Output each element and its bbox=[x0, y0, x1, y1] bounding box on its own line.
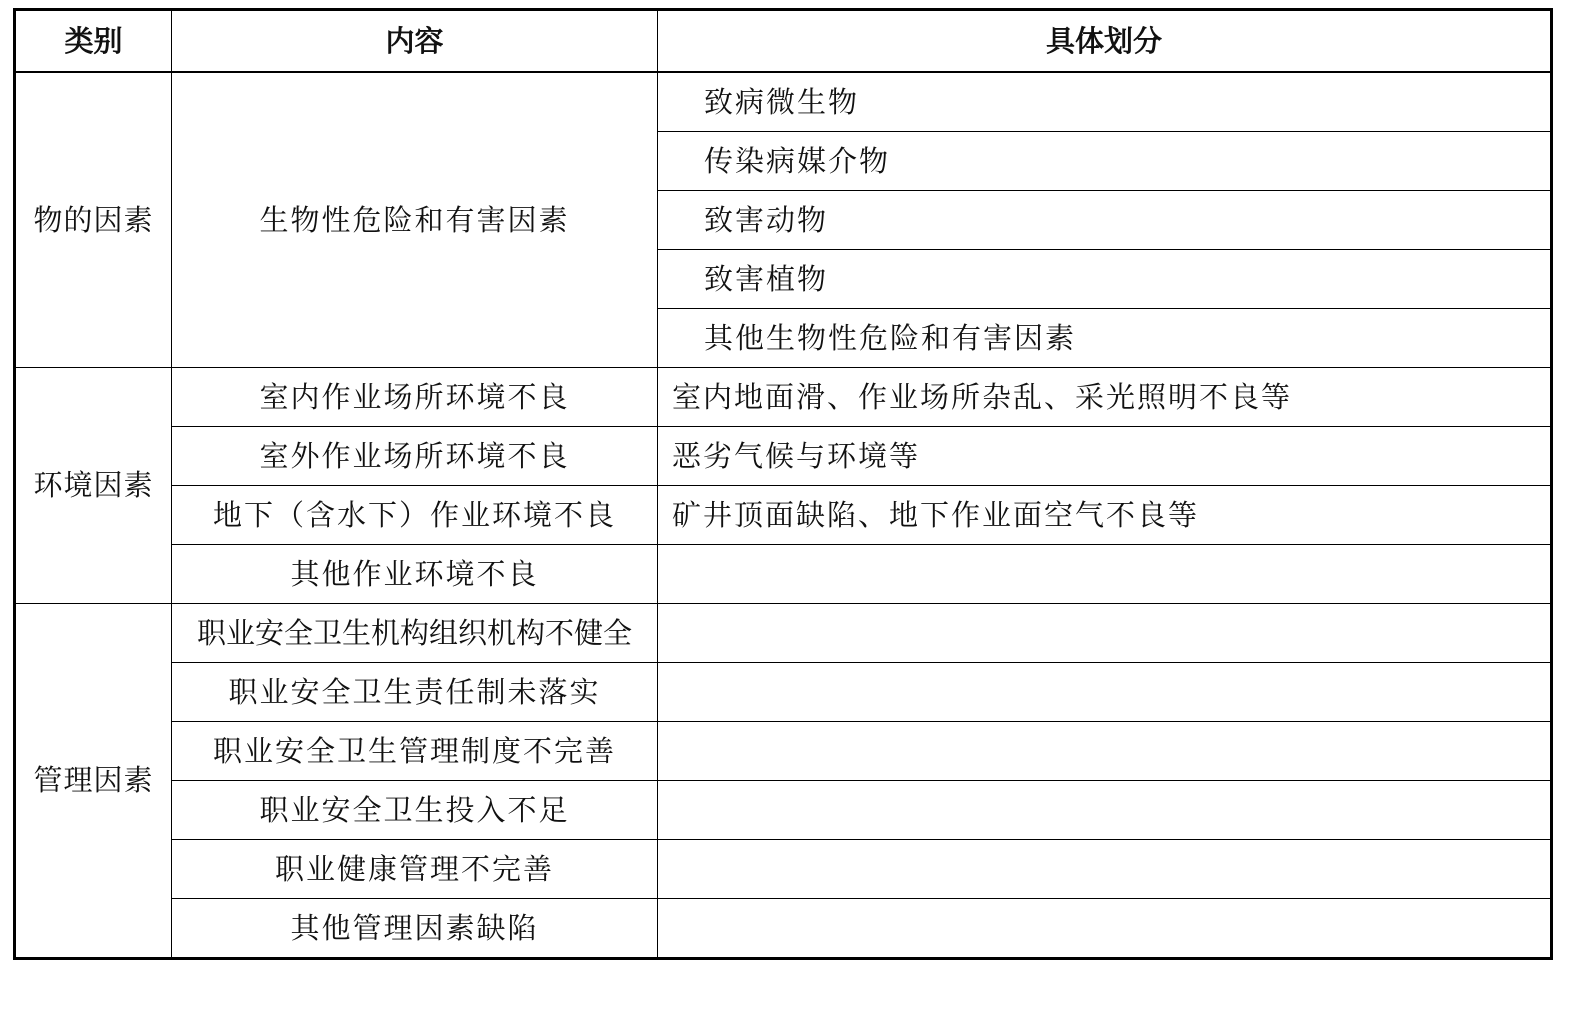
detail-cell bbox=[658, 545, 1552, 604]
header-detail: 具体划分 bbox=[658, 10, 1552, 73]
content-cell: 职业健康管理不完善 bbox=[172, 840, 658, 899]
content-cell: 职业安全卫生责任制未落实 bbox=[172, 663, 658, 722]
header-category: 类别 bbox=[15, 10, 172, 73]
category-cell: 环境因素 bbox=[15, 368, 172, 604]
content-cell: 其他管理因素缺陷 bbox=[172, 899, 658, 959]
detail-cell: 致害植物 bbox=[658, 250, 1552, 309]
content-cell: 职业安全卫生管理制度不完善 bbox=[172, 722, 658, 781]
content-cell: 职业安全卫生机构组织机构不健全 bbox=[172, 604, 658, 663]
detail-cell: 恶劣气候与环境等 bbox=[658, 427, 1552, 486]
header-row bbox=[15, 10, 1552, 73]
content-cell: 地下（含水下）作业环境不良 bbox=[172, 486, 658, 545]
content-cell: 生物性危险和有害因素 bbox=[172, 72, 658, 368]
table-row bbox=[15, 368, 1552, 427]
detail-cell: 致害动物 bbox=[658, 191, 1552, 250]
detail-cell bbox=[658, 781, 1552, 840]
table-row bbox=[15, 663, 1552, 722]
content-cell: 其他作业环境不良 bbox=[172, 545, 658, 604]
table-row bbox=[15, 722, 1552, 781]
detail-cell bbox=[658, 722, 1552, 781]
header-content: 内容 bbox=[172, 10, 658, 73]
content-cell: 室内作业场所环境不良 bbox=[172, 368, 658, 427]
table-row bbox=[15, 781, 1552, 840]
detail-cell bbox=[658, 840, 1552, 899]
content-cell: 室外作业场所环境不良 bbox=[172, 427, 658, 486]
detail-cell: 室内地面滑、作业场所杂乱、采光照明不良等 bbox=[658, 368, 1552, 427]
category-cell: 物的因素 bbox=[15, 72, 172, 368]
detail-cell bbox=[658, 899, 1552, 959]
detail-cell: 其他生物性危险和有害因素 bbox=[658, 309, 1552, 368]
content-cell: 职业安全卫生投入不足 bbox=[172, 781, 658, 840]
detail-cell: 矿井顶面缺陷、地下作业面空气不良等 bbox=[658, 486, 1552, 545]
table-row bbox=[15, 899, 1552, 959]
detail-cell: 传染病媒介物 bbox=[658, 132, 1552, 191]
table-row bbox=[15, 545, 1552, 604]
table-row bbox=[15, 72, 1552, 132]
table-row bbox=[15, 604, 1552, 663]
detail-cell: 致病微生物 bbox=[658, 72, 1552, 132]
table-row bbox=[15, 427, 1552, 486]
detail-cell bbox=[658, 604, 1552, 663]
detail-cell bbox=[658, 663, 1552, 722]
hazard-factors-table bbox=[13, 8, 1553, 960]
table-row bbox=[15, 840, 1552, 899]
table-row bbox=[15, 486, 1552, 545]
category-cell: 管理因素 bbox=[15, 604, 172, 959]
